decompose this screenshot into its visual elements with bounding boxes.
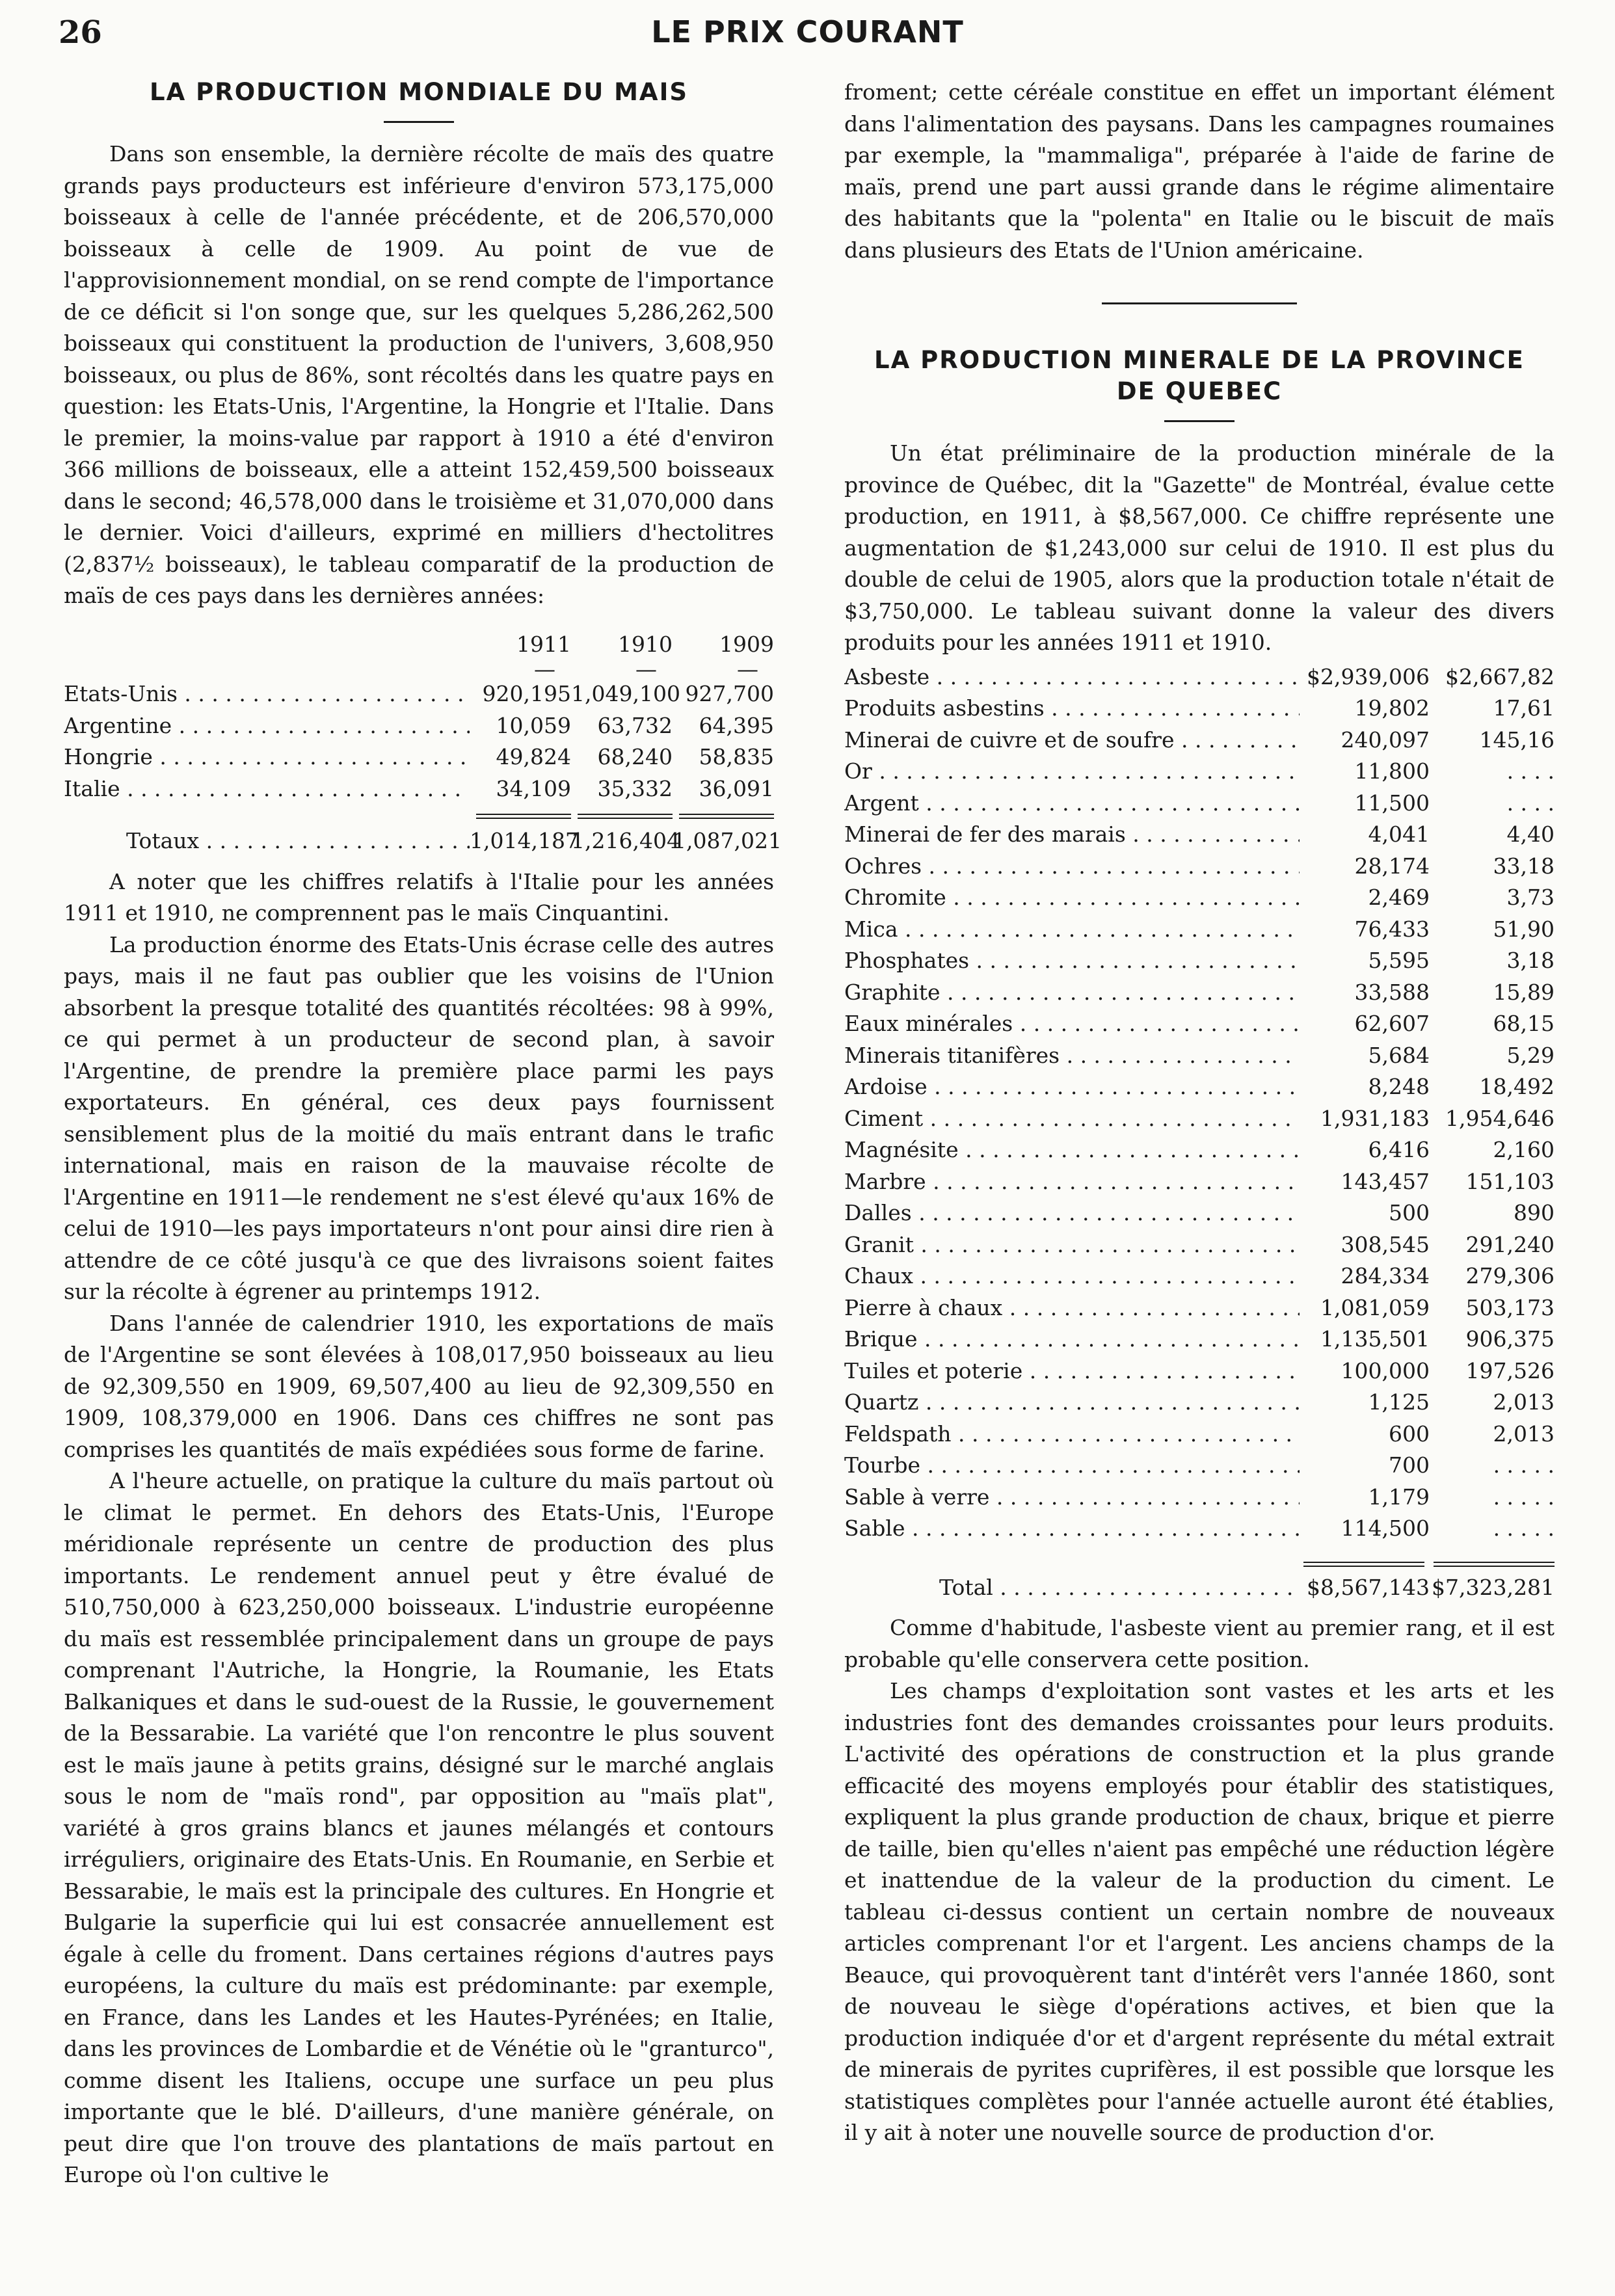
quebec-intro: Un état préliminaire de la production minérale de la province de Québec, dit la "Gazette" de Montréal, évalue cette production, en 1911, à $8,567,000. Ce chiffre représente une augmentation de $1,243,000 sur celui de 1910. Il est plus du double de celui de 1905, alors que la production totale n'était de $3,750,000. Le tableau suivant donne la valeur des divers produits pour les années 1911 et 1910. [844,440,1555,655]
year-header: 1909 [719,631,774,657]
table-row: Graphite . . . 33,588 15,89 [844,977,1555,1009]
table-row: Minerais titanifères . . . 5,684 5,29 [844,1040,1555,1072]
corn-paragraph: A l'heure actuelle, on pratique la culture du maïs partout où le climat le permet. En dehors des Etats-Unis, l'Europe méridionale représente un centre de production des plus importants. Le rendement annuel peut y être évalué de 510,750,000 à 623,250,000 boisseaux. L'industrie européenne du maïs est ressemblée principalement dans un groupe de pays comprenant l'Autriche, la Hongrie, la Roumanie, les Etats Balkaniques et dans le sud-ouest de la Russie, le gouvernement de la Bessarabie. La variété que l'on rencontre le plus souvent est le maïs jaune à petits grains, désigné sur le marché anglais sous le nom de "maïs rond", par opposition au "maïs plat", variété à gros grains blancs et jaunes mélangés et contours irréguliers, originaire des Etats-Unis. En Roumanie, en Serbie et Bessarabie, le maïs est la principale des cultures. En Hongrie et Bulgarie la superficie qui lui est consacrée annuellement est égale à celle du froment. Dans certaines régions d'autres pays européens, la culture du maïs est prédominante: par exemple, en France, dans les Landes et les Hautes-Pyrénées; en Italie, dans les provinces de Lombardie et de Vénétie où le "granturco", comme disent les Italiens, occupe une surface un peu plus importante que le blé. D'ailleurs, d'une manière générale, on peut dire que l'on trouve des plantations de maïs partout en Europe où l'on cultive le [64,1468,774,2187]
corn-paragraph: La production énorme des Etats-Unis écrase celle des autres pays, mais il ne faut pas oublier que les voisins de l'Union absorbent la presque totalité des quantités récoltées: 98 à 99%, ce qui permet à un producteur de second plan, à savoir l'Argentine, de prendre la première place parmi les pays exportateurs. En général, ces deux pays fournissent sensiblement plus de la moitié du maïs entrant dans le trafic international, mais en raison de la mauvaise récolte de l'Argentine en 1911—le rendement ne s'est élevé qu'aux 16% de celui de 1910—les pays importateurs n'ont pour ainsi dire rien à attendre de ce côté jusqu'à ce que des livraisons soient faites sur la récolte à égrener au printemps 1912. [64,931,774,1304]
total-rules [844,1562,1555,1567]
corn-paragraph: A noter que les chiffres relatifs à l'Italie pour les années 1911 et 1910, ne comprennent pas le maïs Cinquantini. [64,868,774,926]
table-row: Granit . . . 308,545 291,240 [844,1229,1555,1261]
title-rule [1164,420,1235,422]
table-total-row: Totaux . . . 1,014,187 1,216,404 1,087,021 [64,825,774,857]
table-row: Minerai de fer des marais . . . 4,041 4,40 [844,819,1555,851]
table-row: Quartz . . . 1,125 2,013 [844,1387,1555,1419]
corn-paragraph: Dans son ensemble, la dernière récolte de maïs des quatre grands pays producteurs est inférieure d'environ 573,175,000 boisseaux à celle de l'année précédente, et de 206,570,000 boisseaux à celle de 1909. Au point de vue de l'approvisionnement mondial, on se rend compte de l'importance de ce déficit si l'on songe que, sur les quelques 5,286,262,500 boisseaux qui constituent la production de l'univers, 3,608,950 boisseaux, ou plus de 86%, sont récoltés dans les quatre pays en question: les Etats-Unis, l'Argentine, la Hongrie et l'Italie. Dans le premier, la moins-value par rapport à 1910 a été d'environ 366 millions de boisseaux, elle a atteint 152,459,500 boisseaux dans le second; 46,578,000 dans le troisième et 31,070,000 dans le dernier. Voici d'ailleurs, exprimé en milliers d'hectolitres (2,837½ boisseaux), le tableau comparatif de la production de maïs de ces pays dans les dernières années: [64,141,774,608]
table-row: Etats-Unis . . . 920,195 1,049,100 927,700 [64,678,774,710]
corn-table-header [64,629,774,661]
table-row: Feldspath . . . 600 2,013 [844,1419,1555,1450]
title-rule [384,121,454,123]
corn-paragraph: Dans l'année de calendrier 1910, les exportations de maïs de l'Argentine se sont élevées à 108,017,950 boisseaux au lieu de 92,309,550 en 1909, 69,507,400 au lieu de 92,309,550 en 1909, 108,379,000 en 1906. Dans ces chiffres ne sont pas comprises les quantités de maïs expédiées sous forme de farine. [64,1310,774,1462]
left-column [64,77,782,2191]
page-number: 26 [59,14,102,51]
table-row: Sable à verre . . . 1,179 . . . . . [844,1482,1555,1514]
table-row: Magnésite . . . 6,416 2,160 [844,1134,1555,1166]
article-separator [1102,302,1297,304]
table-row: Asbeste . . . $2,939,006 $2,667,82 [844,661,1555,693]
corn-article-title: LA PRODUCTION MONDIALE DU MAIS [150,78,688,106]
table-row: Pierre à chaux . . . 1,081,059 503,173 [844,1292,1555,1324]
table-row: Marbre . . . 143,457 151,103 [844,1166,1555,1198]
table-row: Italie . . . 34,109 35,332 36,091 [64,773,774,805]
quebec-article-title: LA PRODUCTION MINERALE DE LA PROVINCE DE QUEBEC [874,346,1525,405]
table-row: Or . . . 11,800 . . . . [844,756,1555,788]
quebec-paragraph: Comme d'habitude, l'asbeste vient au premier rang, et il est probable qu'elle conservera cette position. [844,1615,1555,1672]
table-row: Tourbe . . . 700 . . . . . [844,1450,1555,1482]
corn-table-dashes: — — — [534,656,758,682]
minerals-table [844,661,1555,1604]
total-rules [64,814,774,819]
table-row: Eaux minérales . . . 62,607 68,15 [844,1008,1555,1040]
journal-title: LE PRIX COURANT [651,14,964,49]
table-row: Ciment . . . 1,931,183 1,954,646 [844,1103,1555,1135]
corn-continuation: froment; cette céréale constitue en effet un important élément dans l'alimentation des paysans. Dans les campagnes roumaines par exemple, la "mammaliga", préparée à l'aide de farine de maïs, prend une part aussi grande dans le régime alimentaire des habitants que la "polenta" en Italie ou le biscuit de maïs dans plusieurs des Etats de l'Union américaine. [844,79,1555,263]
quebec-paragraph: Les champs d'exploitation sont vastes et les arts et les industries font des demandes croissantes pour leurs produits. L'activité des opérations de construction et la plus grande efficacité des moyens employés pour établir des statistiques, expliquent la plus grande production de chaux, brique et pierre de taille, bien qu'elles n'aient pas empêché une réduction légère et inattendue de la valeur de la production du ciment. Le tableau ci-dessus contient un certain nombre de nouveaux articles comprenant l'or et l'argent. Les anciens champs de la Beauce, qui provoquèrent tant d'intérêt vers l'année 1860, sont de nouveau le siège d'opérations actives, et bien que la production indiquée d'or et d'argent représente du métal extrait de minerais de pyrites cuprifères, il est possible que lorsque les statistiques complètes pour l'année actuelle auront été établies, il y ait à noter une nouvelle source de production d'or. [844,1678,1555,2145]
table-row: Phosphates . . . 5,595 3,18 [844,945,1555,977]
right-column [844,77,1555,2149]
table-row: Hongrie . . . 49,824 68,240 58,835 [64,741,774,773]
corn-table [64,678,782,857]
table-row: Brique . . . 1,135,501 906,375 [844,1324,1555,1355]
table-row: Sable . . . 114,500 . . . . . [844,1513,1555,1545]
table-row: Argent . . . 11,500 . . . . [844,788,1555,820]
year-header: 1911 [516,631,571,657]
table-row: Ochres . . . 28,174 33,18 [844,851,1555,883]
table-row: Produits asbestins . . . 19,802 17,61 [844,693,1555,725]
table-row: Argentine . . . 10,059 63,732 64,395 [64,710,774,742]
table-row: Chromite . . . 2,469 3,73 [844,882,1555,914]
year-header: 1910 [618,631,673,657]
table-row: Minerai de cuivre et de soufre . . . 240,097 145,16 [844,725,1555,756]
table-total-row: Total . . . $8,567,143 $7,323,281 [844,1572,1555,1604]
table-row: Dalles . . . 500 890 [844,1197,1555,1229]
table-row: Tuiles et poterie . . . 100,000 197,526 [844,1355,1555,1387]
table-row: Chaux . . . 284,334 279,306 [844,1261,1555,1292]
table-row: Mica . . . 76,433 51,90 [844,914,1555,946]
table-row: Ardoise . . . 8,248 18,492 [844,1071,1555,1103]
